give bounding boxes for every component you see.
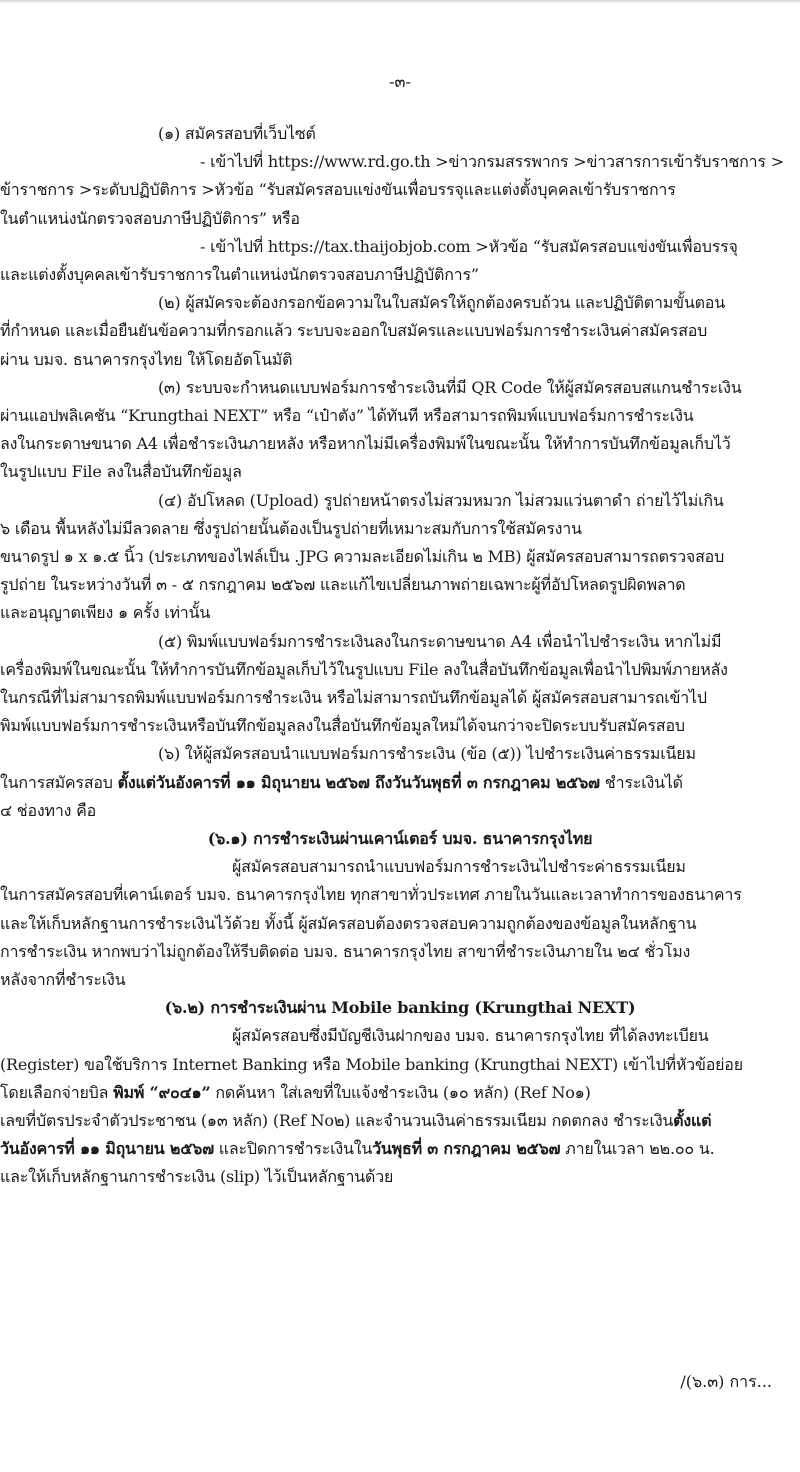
text-line: ขนาดรูป ๑ x ๑.๕ นิ้ว (ประเภทของไฟล์เป็น .JPG ความละเอียดไม่เกิน ๒ MB) ผู้สมัครสอบสามารถตรวจสอบ: [0, 547, 725, 566]
text-span: ชำระเงินได้: [599, 772, 683, 792]
text-line: - เข้าไปที่ https://tax.thaijobjob.com >หัวข้อ “รับสมัครสอบแข่งขันเพื่อบรรจุ: [200, 236, 738, 256]
text-line: ลงในกระดาษขนาด A4 เพื่อชำระเงินภายหลัง หรือหากไม่มีเครื่องพิมพ์ในขณะนั้น ให้ทำการบันทึกข้อมูลเก็บไว้: [0, 434, 731, 454]
text-line: [0, 1081, 800, 1105]
text-line: (๔) อัปโหลด (Upload) รูปถ่ายหน้าตรงไม่สวมหมวก ไม่สวมแว่นตาดำ ถ่ายไว้ไม่เกิน: [158, 490, 724, 510]
text-line: หลังจากที่ชำระเงิน: [0, 970, 126, 989]
text-line: - เข้าไปที่ https://www.rd.go.th >ข่าวกรมสรรพากร >ข่าวสารการเข้ารับราชการ >: [200, 152, 784, 172]
text-span: กดค้นหา ใส่เลขที่ใบแจ้งชำระเงิน (๑๐ หลัก) (Ref No๑): [210, 1082, 591, 1102]
bold-text: พิมพ์ “๙๐๔๑”: [113, 1082, 211, 1102]
text-line: เครื่องพิมพ์ในขณะนั้น ให้ทำการบันทึกข้อมูลเก็บไว้ในรูปแบบ File ลงในสื่อบันทึกข้อมูลเพื่อนำไปพิมพ์ภายหลัง: [0, 659, 728, 679]
text-span: เลขที่บัตรประจำตัวประชาชน (๑๓ หลัก) (Ref No๒) และจำนวนเงินค่าธรรมเนียม กดตกลง ชำระเงิน: [0, 1111, 674, 1130]
text-line: [0, 1109, 800, 1133]
text-line: และให้เก็บหลักฐานการชำระเงิน (slip) ไว้เป็นหลักฐานด้วย: [0, 1167, 394, 1187]
text-line: (๓) ระบบจะกำหนดแบบฟอร์มการชำระเงินที่มี QR Code ให้ผู้สมัครสอบสแกนชำระเงิน: [158, 377, 742, 397]
text-span: และปิดการชำระเงินใน: [213, 1139, 373, 1159]
text-line: ในการสมัครสอบที่เคาน์เตอร์ บมจ. ธนาคารกรุงไทย ทุกสาขาทั่วประเทศ ภายในวันและเวลาทำการของธนาคาร: [0, 885, 742, 905]
text-line: (๕) พิมพ์แบบฟอร์มการชำระเงินลงในกระดาษขนาด A4 เพื่อนำไปชำระเงิน หากไม่มี: [158, 631, 722, 651]
bold-text: วันพุธที่ ๓ กรกฎาคม ๒๕๖๗: [372, 1139, 561, 1159]
bold-text: ตั้งแต่วันอังคารที่ ๑๑ มิถุนายน ๒๕๖๗ ถึงวันวันพุธที่ ๓ กรกฎาคม ๒๕๖๗: [117, 772, 600, 792]
text-span: ภายในเวลา ๒๒.๐๐ น.: [560, 1139, 715, 1159]
text-line: [0, 771, 800, 795]
page-number: -๓-: [389, 72, 411, 91]
bold-text: ตั้งแต่: [673, 1111, 712, 1130]
text-span: โดยเลือกจ่ายบิล: [0, 1082, 114, 1102]
scan-edge: [0, 0, 800, 4]
text-line: ผ่าน บมจ. ธนาคารกรุงไทย ให้โดยอัตโนมัติ: [0, 349, 293, 369]
text-line: ผู้สมัครสอบสามารถนำแบบฟอร์มการชำระเงินไปชำระค่าธรรมเนียม: [232, 857, 686, 877]
text-line: ในตำแหน่งนักตรวจสอบภาษีปฏิบัติการ” หรือ: [0, 208, 300, 228]
text-line: (๖.๑) การชำระเงินผ่านเคาน์เตอร์ บมจ. ธนาคารกรุงไทย: [207, 829, 593, 848]
continued-marker: /(๖.๓) การ...: [680, 1372, 772, 1391]
text-line: และอนุญาตเพียง ๑ ครั้ง เท่านั้น: [0, 603, 211, 623]
text-line: (๖) ให้ผู้สมัครสอบนำแบบฟอร์มการชำระเงิน (ข้อ (๕)) ไปชำระเงินค่าธรรมเนียม: [158, 744, 696, 764]
text-line: ข้าราชการ >ระดับปฏิบัติการ >หัวข้อ “รับสมัครสอบแข่งขันเพื่อบรรจุและแต่งตั้งบุคคลเข้ารับราชการ: [0, 180, 676, 200]
text-line: พิมพ์แบบฟอร์มการชำระเงินหรือบันทึกข้อมูลลงในสื่อบันทึกข้อมูลใหม่ได้จนกว่าจะปิดระบบรับสมัครสอบ: [0, 716, 685, 736]
text-line: ในรูปแบบ File ลงในสื่อบันทึกข้อมูล: [0, 462, 242, 482]
text-line: (Register) ขอใช้บริการ Internet Banking หรือ Mobile banking (Krungthai NEXT) เข้าไปที่หัวข้อย่อย: [0, 1054, 743, 1074]
text-line: ๖ เดือน พื้นหลังไม่มีลวดลาย ซึ่งรูปถ่ายนั้นต้องเป็นรูปถ่ายที่เหมาะสมกับการใช้สมัครงาน: [0, 518, 582, 538]
text-line: ผ่านแอปพลิเคชัน “Krungthai NEXT” หรือ “เป๋าตัง” ได้ทันที หรือสามารถพิมพ์แบบฟอร์มการชำระเงิน: [0, 406, 694, 425]
text-line: (๖.๒) การชำระเงินผ่าน Mobile banking (Krungthai NEXT): [164, 998, 636, 1018]
text-line: (๑) สมัครสอบที่เว็บไซต์: [158, 124, 316, 143]
text-line: และให้เก็บหลักฐานการชำระเงินไว้ด้วย ทั้งนี้ ผู้สมัครสอบต้องตรวจสอบความถูกต้องของข้อมูลในหลักฐาน: [0, 913, 697, 933]
text-line: [0, 1137, 800, 1161]
text-span: ในการสมัครสอบ: [0, 772, 118, 792]
text-line: ๔ ช่องทาง คือ: [0, 800, 97, 820]
bold-text: วันอังคารที่ ๑๑ มิถุนายน ๒๕๖๗: [0, 1139, 214, 1159]
text-line: ในกรณีที่ไม่สามารถพิมพ์แบบฟอร์มการชำระเงิน หรือไม่สามารถบันทึกข้อมูลได้ ผู้สมัครสอบสามารถเข้าไป: [0, 688, 707, 707]
text-line: การชำระเงิน หากพบว่าไม่ถูกต้องให้รีบติดต่อ บมจ. ธนาคารกรุงไทย สาขาที่ชำระเงินภายใน ๒๔ ชั่วโมง: [0, 941, 691, 961]
text-line: ผู้สมัครสอบซึ่งมีบัญชีเงินฝากของ บมจ. ธนาคารกรุงไทย ที่ได้ลงทะเบียน: [232, 1026, 709, 1046]
text-line: (๒) ผู้สมัครจะต้องกรอกข้อความในใบสมัครให้ถูกต้องครบถ้วน และปฏิบัติตามขั้นตอน: [158, 293, 725, 313]
text-line: ที่กำหนด และเมื่อยืนยันข้อความที่กรอกแล้ว ระบบจะออกใบสมัครและแบบฟอร์มการชำระเงินค่าสมัครสอบ: [0, 321, 708, 341]
text-line: รูปถ่าย ในระหว่างวันที่ ๓ - ๕ กรกฎาคม ๒๕๖๗ และแก้ไขเปลี่ยนภาพถ่ายเฉพาะผู้ที่อัปโหลดรูปผิดพลาด: [0, 575, 686, 595]
text-line: และแต่งตั้งบุคคลเข้ารับราชการในตำแหน่งนักตรวจสอบภาษีปฏิบัติการ”: [0, 265, 479, 284]
